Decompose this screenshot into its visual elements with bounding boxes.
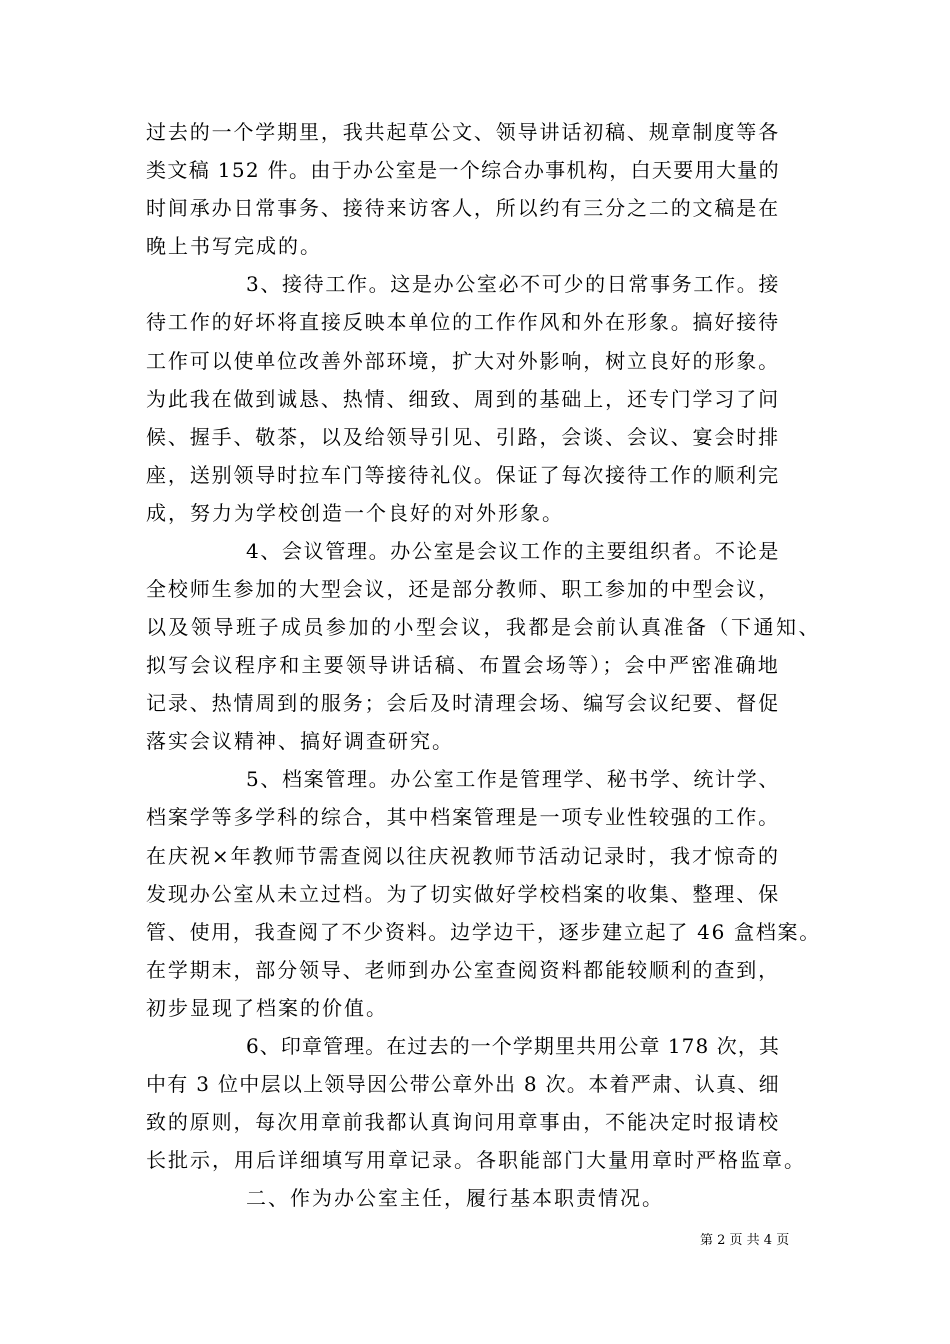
text-line: 晚上书写完成的。 [146, 234, 322, 258]
text-line: 成，努力为学校创造一个良好的对外形象。 [146, 501, 564, 525]
text-line: 3、接待工作。这是办公室必不可少的日常事务工作。接 [246, 272, 780, 296]
text-line: 全校师生参加的大型会议，还是部分教师、职工参加的中型会议， [146, 577, 780, 601]
text-line: 以及领导班子成员参加的小型会议，我都是会前认真准备（下通知、 [146, 615, 821, 639]
text-line: 候、握手、敬茶，以及给领导引见、引路，会谈、会议、宴会时排 [146, 425, 780, 449]
text-line: 记录、热情周到的服务；会后及时清理会场、编写会议纪要、督促 [146, 691, 780, 715]
text-line: 档案学等多学科的综合，其中档案管理是一项专业性较强的工作。 [146, 805, 780, 829]
text-line: 致的原则，每次用章前我都认真询问用章事由，不能决定时报请校 [146, 1110, 780, 1134]
text-line: 在庆祝×年教师节需查阅以往庆祝教师节活动记录时，我才惊奇的 [146, 844, 780, 868]
text-line: 待工作的好坏将直接反映本单位的工作作风和外在形象。搞好接待 [146, 310, 780, 334]
text-line: 落实会议精神、搞好调查研究。 [146, 729, 454, 753]
text-line: 4、会议管理。办公室是会议工作的主要组织者。不论是 [246, 539, 780, 563]
text-line: 6、印章管理。在过去的一个学期里共用公章 178 次，其 [246, 1034, 780, 1058]
text-line: 初步显现了档案的价值。 [146, 996, 388, 1020]
text-line: 中有 3 位中层以上领导因公带公章外出 8 次。本着严肃、认真、细 [146, 1072, 780, 1096]
text-line: 二、作为办公室主任，履行基本职责情况。 [246, 1186, 664, 1210]
text-line: 工作可以使单位改善外部环境，扩大对外影响，树立良好的形象。 [146, 349, 780, 373]
text-line: 在学期末，部分领导、老师到办公室查阅资料都能较顺利的查到， [146, 958, 780, 982]
text-line: 座，送别领导时拉车门等接待礼仪。保证了每次接待工作的顺利完 [146, 463, 780, 487]
text-line: 管、使用，我查阅了不少资料。边学边干，逐步建立起了 46 盒档案。 [146, 920, 821, 944]
text-line: 为此我在做到诚恳、热情、细致、周到的基础上，还专门学习了问 [146, 387, 780, 411]
text-line: 长批示，用后详细填写用章记录。各职能部门大量用章时严格监章。 [146, 1148, 806, 1172]
page-number-footer: 第 2 页 共 4 页 [700, 1233, 790, 1248]
text-line: 时间承办日常事务、接待来访客人，所以约有三分之二的文稿是在 [146, 196, 780, 220]
text-line: 过去的一个学期里，我共起草公文、领导讲话初稿、规章制度等各 [146, 120, 780, 144]
text-line: 拟写会议程序和主要领导讲话稿、布置会场等）；会中严密准确地 [146, 653, 780, 677]
text-line: 5、档案管理。办公室工作是管理学、秘书学、统计学、 [246, 767, 780, 791]
text-line: 发现办公室从未立过档。为了切实做好学校档案的收集、整理、保 [146, 882, 780, 906]
text-line: 类文稿 152 件。由于办公室是一个综合办事机构，白天要用大量的 [146, 158, 780, 182]
